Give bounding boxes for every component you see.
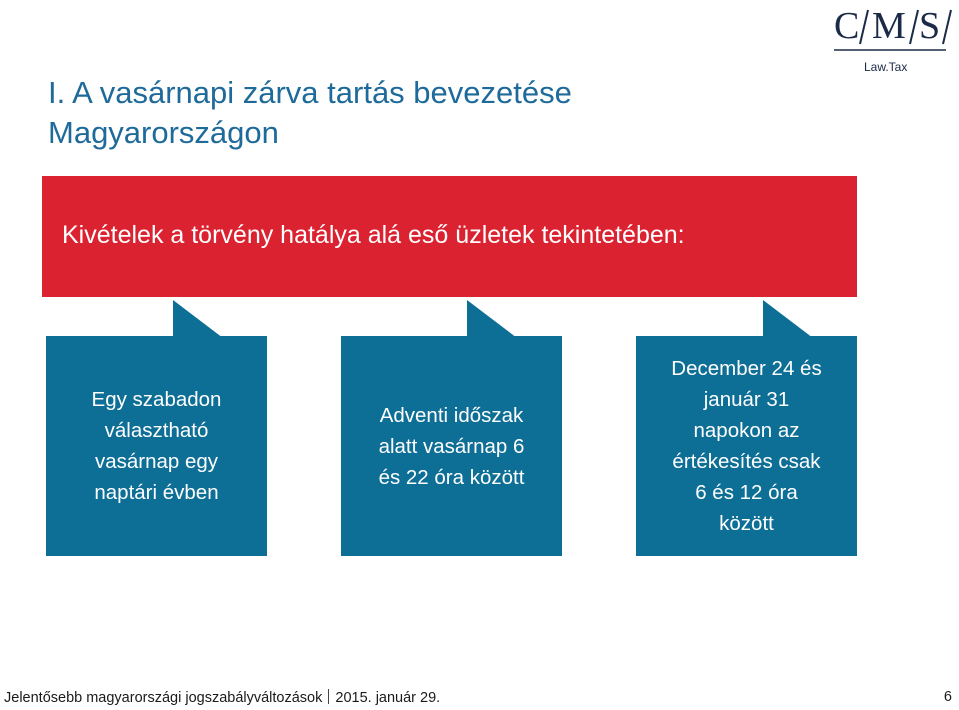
footer-description: Jelentősebb magyarországi jogszabályváltozások (4, 690, 323, 706)
box-3-callout-pointer (763, 300, 857, 338)
slide-footer (0, 687, 959, 710)
banner-text: Kivételek a törvény hatálya alá eső üzletek tekintetében: (62, 221, 685, 249)
logo-tagline: Law.Tax (864, 60, 908, 74)
footer-date: 2015. január 29. (335, 690, 441, 706)
exceptions-banner (42, 176, 857, 297)
page-number: 6 (943, 689, 952, 705)
logo-slash-2 (910, 10, 918, 44)
footer-left (4, 689, 440, 706)
exception-box-2 (341, 336, 562, 556)
slide-title-line-2: Magyarországon (48, 115, 279, 150)
logo-letter-s: S (919, 5, 941, 47)
cms-logo (830, 4, 952, 76)
slide-title (48, 73, 768, 153)
slide-title-line-1: I. A vasárnapi zárva tartás bevezetése (48, 75, 572, 110)
exception-box-3-text: December 24 és január 31 napokon az értékesítés csak 6 és 12 óra között (671, 357, 822, 535)
exception-box-2-text: Adventi időszak alatt vasárnap 6 és 22 óra között (378, 403, 525, 489)
logo-slash-3 (943, 10, 951, 44)
box-1-callout-pointer (173, 300, 267, 338)
logo-letter-m: M (872, 5, 906, 47)
cms-logo-icon (830, 4, 952, 76)
logo-slash-1 (860, 10, 868, 44)
exception-box-1-text: Egy szabadon választható vasárnap egy naptári évben (91, 388, 222, 504)
exception-box-3 (636, 336, 857, 556)
footer-separator (328, 689, 329, 704)
box-2-callout-pointer (467, 300, 561, 338)
exception-box-1 (46, 336, 267, 556)
logo-letter-c: C (834, 5, 860, 47)
